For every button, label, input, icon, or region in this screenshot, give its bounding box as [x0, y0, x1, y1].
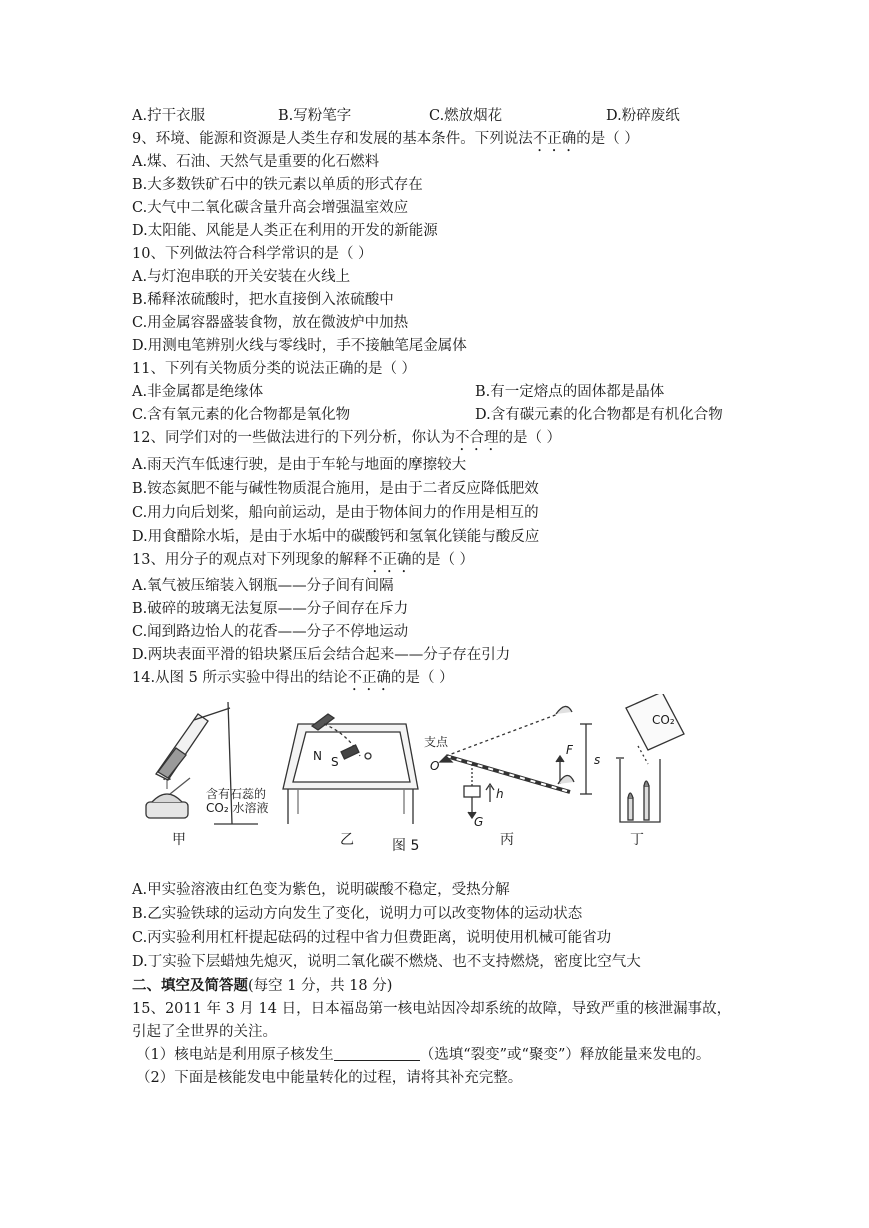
- jia-solution-label-2: CO₂ 水溶液: [206, 801, 269, 815]
- yi-magnet-s-label: S: [331, 755, 339, 769]
- q15-stem-line-1: 15、2011 年 3 月 14 日，日本福岛第一核电站因冷却系统的故障，导致严重的核泄漏事故，: [132, 1001, 732, 1017]
- bing-label: 丙: [500, 832, 514, 848]
- bing-s-label: s: [594, 753, 601, 767]
- q12-emphasis: 不合理: [454, 430, 499, 446]
- figure-caption: 图 5: [392, 838, 420, 854]
- q13-stem: 13、用分子的观点对下列现象的解释不正确的是（ ）: [132, 552, 475, 568]
- q11-option-c: C.含有氧元素的化合物都是氧化物: [132, 407, 351, 423]
- q9-option-b: B.大多数铁矿石中的铁元素以单质的形式存在: [132, 177, 423, 193]
- q9-option-a: A.煤、石油、天然气是重要的化石燃料: [132, 154, 380, 170]
- q15-part-2: （2）下面是核能发电中能量转化的过程，请将其补充完整。: [136, 1070, 523, 1086]
- q14-option-d: D.丁实验下层蜡烛先熄灭，说明二氧化碳不燃烧、也不支持燃烧，密度比空气大: [132, 954, 641, 970]
- bing-o-label: O: [430, 759, 440, 773]
- section-2-note: (每空 1 分，共 18 分): [248, 978, 393, 994]
- yi-apparatus: [283, 714, 418, 824]
- q9-option-d: D.太阳能、风能是人类正在利用的开发的新能源: [132, 223, 438, 239]
- q8-option-d: D.粉碎废纸: [606, 108, 680, 124]
- q9-option-c: C.大气中二氧化碳含量升高会增强温室效应: [132, 200, 409, 216]
- q14-stem: 14.从图 5 所示实验中得出的结论不正确的是（ ）: [132, 670, 454, 686]
- q13-option-a: A.氧气被压缩装入钢瓶——分子间有间隔: [132, 578, 394, 594]
- q10-stem: 10、下列做法符合科学常识的是（ ）: [132, 246, 373, 262]
- q11-option-b: B.有一定熔点的固体都是晶体: [475, 384, 665, 400]
- q9-emphasis: 不正确: [532, 131, 577, 147]
- bing-pivot-label: 支点: [424, 735, 449, 749]
- q15-part-1: （1）核电站是利用原子核发生 （选填“裂变”或“聚变”）释放能量来发电的。: [136, 1047, 711, 1063]
- q12-stem: 12、同学们对的一些做法进行的下列分析，你认为不合理的是（ ）: [132, 430, 562, 446]
- q14-option-b: B.乙实验铁球的运动方向发生了变化，说明力可以改变物体的运动状态: [132, 906, 583, 922]
- q14-option-a: A.甲实验溶液由红色变为紫色，说明碳酸不稳定，受热分解: [132, 882, 510, 898]
- q10-option-a: A.与灯泡串联的开关安装在火线上: [132, 269, 351, 285]
- q15-stem-line-2: 引起了全世界的关注。: [132, 1024, 277, 1040]
- q13-option-d: D.两块表面平滑的铅块紧压后会结合起来——分子存在引力: [132, 647, 511, 663]
- q14-emphasis: 不正确: [347, 670, 392, 686]
- q11-option-d: D.含有碳元素的化合物都是有机化合物: [475, 407, 723, 423]
- yi-magnet-n-label: N: [313, 749, 322, 763]
- section-2-title: 二、填空及简答题: [132, 977, 248, 994]
- ding-co2-label: CO₂: [652, 713, 675, 727]
- q12-option-d: D.用食醋除水垢，是由于水垢中的碳酸钙和氢氧化镁能与酸反应: [132, 529, 540, 545]
- figure-5-drawing: [128, 694, 748, 864]
- q9-stem: 9、环境、能源和资源是人类生存和发展的基本条件。下列说法不正确的是（ ）: [132, 131, 639, 147]
- q13-emphasis: 不正确: [367, 552, 412, 568]
- bing-h-label: h: [496, 787, 504, 801]
- q14-option-c: C.丙实验利用杠杆提起砝码的过程中省力但费距离，说明使用机械可能省功: [132, 930, 612, 946]
- q15-answer-blank[interactable]: [334, 1046, 420, 1061]
- q11-option-a: A.非金属都是绝缘体: [132, 384, 264, 400]
- q11-stem: 11、下列有关物质分类的说法正确的是（ ）: [132, 361, 417, 377]
- q8-option-b: B.写粉笔字: [278, 108, 352, 124]
- section-2-heading: [132, 976, 392, 996]
- q13-option-c: C.闻到路边怡人的花香——分子不停地运动: [132, 624, 409, 640]
- q8-option-c: C.燃放烟花: [429, 108, 503, 124]
- jia-solution-label-1: 含有石蕊的: [206, 787, 267, 801]
- q10-option-b: B.稀释浓硫酸时，把水直接倒入浓硫酸中: [132, 292, 394, 308]
- q8-option-a: A.拧干衣服: [132, 108, 206, 124]
- q13-option-b: B.破碎的玻璃无法复原——分子间存在斥力: [132, 601, 409, 617]
- yi-label: 乙: [340, 832, 354, 848]
- ding-label: 丁: [630, 832, 644, 848]
- jia-label: 甲: [172, 832, 186, 848]
- q12-option-b: B.铵态氮肥不能与碱性物质混合施用，是由于二者反应降低肥效: [132, 481, 539, 497]
- q10-option-c: C.用金属容器盛装食物，放在微波炉中加热: [132, 315, 409, 331]
- q10-option-d: D.用测电笔辨别火线与零线时，手不接触笔尾金属体: [132, 338, 467, 354]
- bing-apparatus: [440, 706, 592, 818]
- q12-option-a: A.雨天汽车低速行驶，是由于车轮与地面的摩擦较大: [132, 457, 467, 473]
- q12-option-c: C.用力向后划桨，船向前运动，是由于物体间力的作用是相互的: [132, 505, 539, 521]
- figure-5: [128, 694, 748, 864]
- bing-f-label: F: [566, 743, 573, 757]
- bing-g-label: G: [474, 815, 484, 829]
